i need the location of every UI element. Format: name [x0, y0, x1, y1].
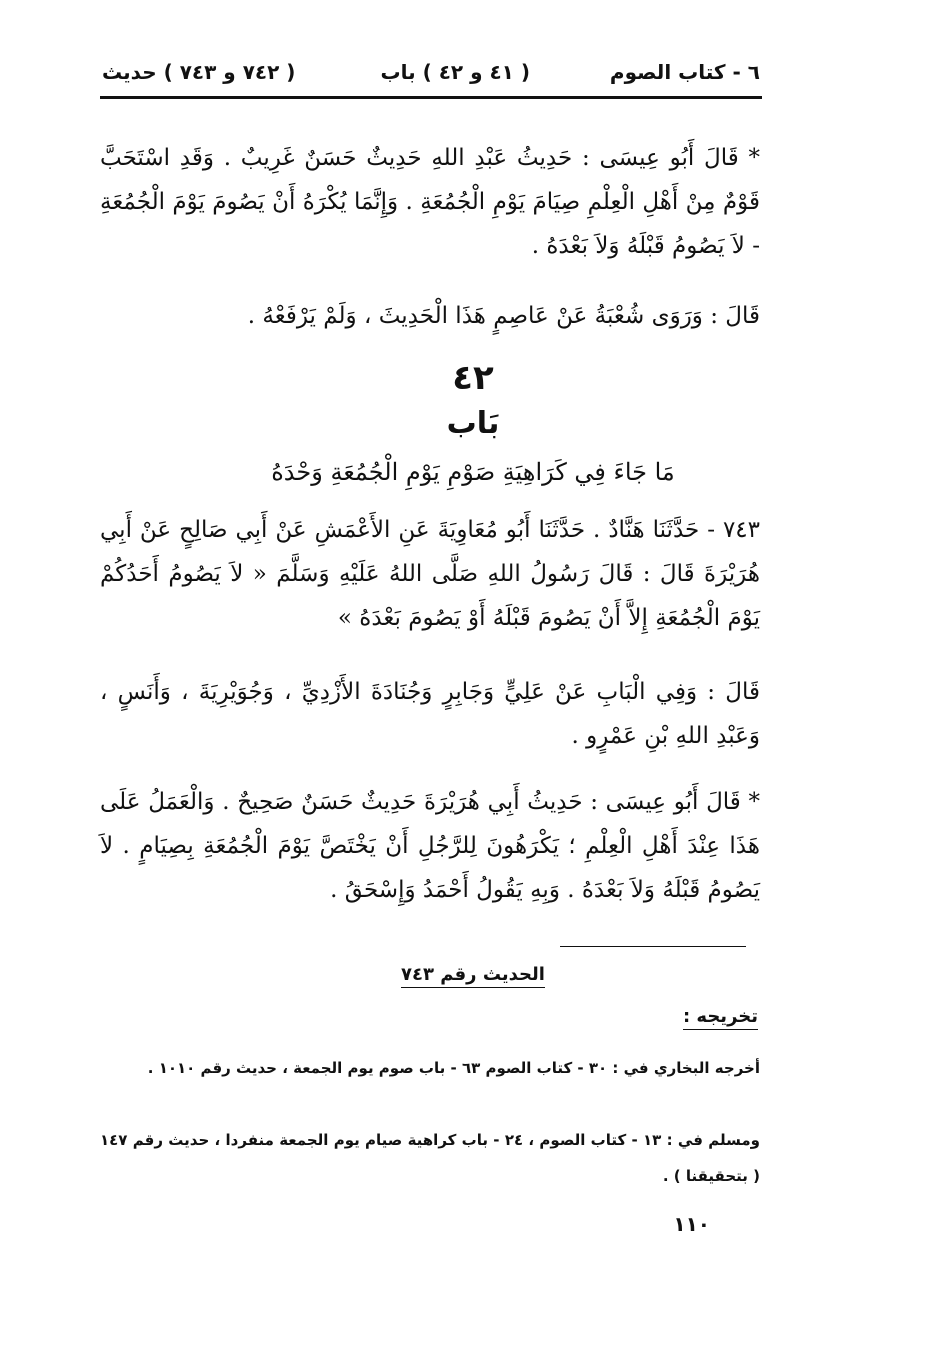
running-header: [102, 56, 760, 92]
hadith-743: ٧٤٣ - حَدَّثَنَا هَنَّادٌ . حَدَّثَنَا أَبُو مُعَاوِيَةَ عَنِ الأَعْمَشِ عَنْ أَبِي صَالِحٍ عَنْ أَبِي هُرَيْرَةَ قَالَ : قَالَ رَسُولُ اللهِ صَلَّى اللهُ عَلَيْهِ وَسَلَّمَ « لاَ يَصُومُ أَحَدُكُمْ يَوْمَ الْجُمُعَةِ إِلاَّ أَنْ يَصُومَ قَبْلَهُ أَوْ يَصُومَ بَعْدَهُ »: [100, 517, 760, 631]
takhrij-note-muslim: ومسلم في : ١٣ - كتاب الصوم ، ٢٤ - باب كراهية صيام يوم الجمعة منفردا ، حديث رقم ١٤٧ ( بتحقيقنا ) .: [100, 1131, 760, 1185]
paragraph-related-narrators: قَالَ : وَفِي الْبَابِ عَنْ عَلِيٍّ وَجَابِرٍ وَجُنَادَةَ الأَزْدِيِّ ، وَجُوَيْرِيَةَ ، وَأَنَسٍ ، وَعَبْدِ اللهِ بْنِ عَمْرٍو .: [100, 679, 760, 749]
header-divider: [100, 96, 762, 99]
page-number: ١١٠: [673, 1212, 710, 1236]
paragraph-abu-isa-comment: * قَالَ أَبُو عِيسَى : حَدِيثُ عَبْدِ اللهِ حَدِيثٌ حَسَنٌ غَرِيبٌ . وَقَدِ اسْتَحَبَّ قَوْمٌ مِنْ أَهْلِ الْعِلْمِ صِيَامَ يَوْمِ الْجُمُعَةِ . وَإِنَّمَا يُكْرَهُ أَنْ يَصُومَ يَوْمَ الْجُمُعَةِ - لاَ يَصُومُ قَبْلَهُ وَلاَ بَعْدَهُ .: [100, 145, 760, 259]
chapter-number: ٤٢: [452, 358, 494, 398]
header-book-title: ٦ - كتاب الصوم: [609, 60, 760, 84]
paragraph-shuba-narration: قَالَ : وَرَوَى شُعْبَةُ عَنْ عَاصِمٍ هَذَا الْحَدِيثَ ، وَلَمْ يَرْفَعْهُ .: [247, 303, 760, 329]
header-chapter-range: ( ٤١ و ٤٢ ) باب: [380, 60, 530, 84]
footnote-divider: [560, 946, 746, 947]
notes-heading: [0, 964, 946, 985]
chapter-label: بَاب: [446, 406, 500, 441]
header-hadith-range: ( ٧٤٢ و ٧٤٣ ) حديث: [102, 60, 296, 84]
chapter-title: مَا جَاءَ فِي كَرَاهِيَةِ صَوْمِ يَوْمِ الْجُمُعَةِ وَحْدَهُ: [271, 458, 675, 486]
takhrij-label: تخريجه :: [683, 1006, 758, 1030]
takhrij-note-bukhari: أخرجه البخاري في : ٣٠ - كتاب الصوم ٦٣ - باب صوم يوم الجمعة ، حديث رقم ١٠١٠ .: [147, 1059, 760, 1077]
paragraph-grading: * قَالَ أَبُو عِيسَى : حَدِيثُ أَبِي هُرَيْرَةَ حَدِيثٌ حَسَنٌ صَحِيحٌ . وَالْعَمَلُ عَلَى هَذَا عِنْدَ أَهْلِ الْعِلْمِ ؛ يَكْرَهُونَ لِلرَّجُلِ أَنْ يَخْتَصَّ يَوْمَ الْجُمُعَةِ بِصِيَامٍ . لاَ يَصُومُ قَبْلَهُ وَلاَ بَعْدَهُ . وَبِهِ يَقُولُ أَحْمَدُ وَإِسْحَقُ .: [100, 789, 760, 903]
notes-heading-text: الحديث رقم ٧٤٣: [401, 964, 545, 988]
